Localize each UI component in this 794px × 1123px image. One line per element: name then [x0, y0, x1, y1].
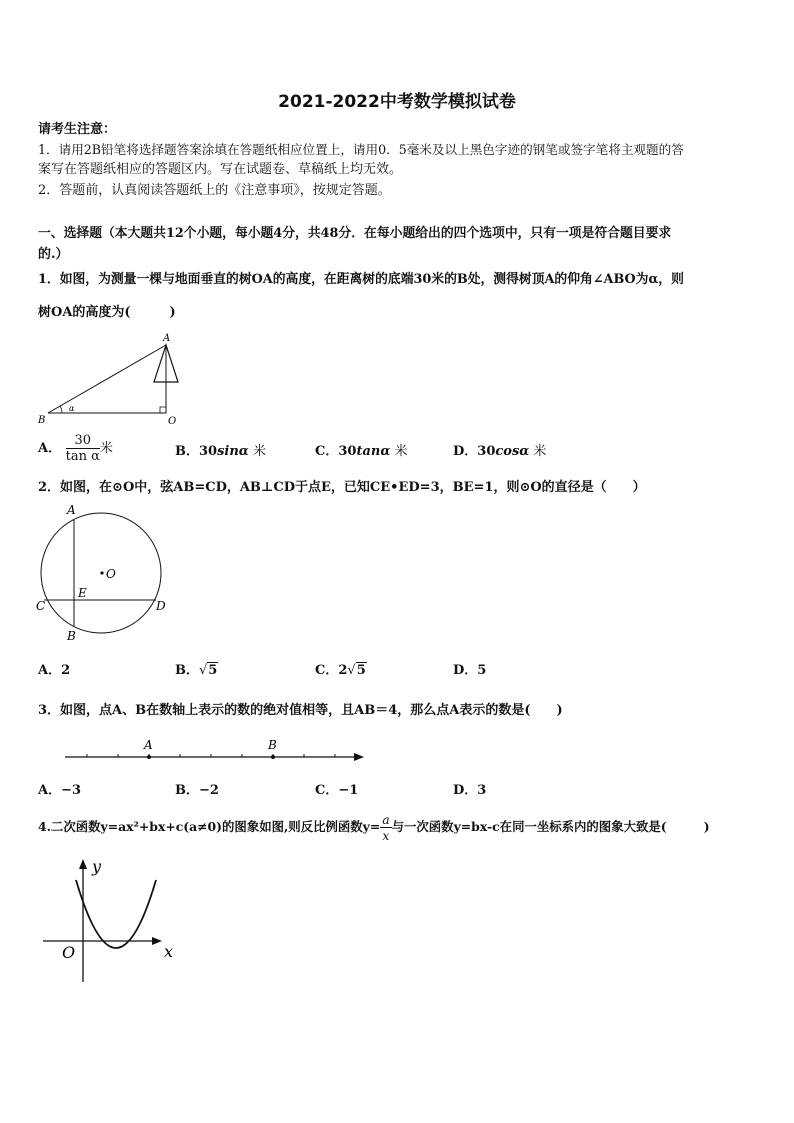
q2-option-C-label: C．2	[315, 663, 348, 678]
q3-point-B	[271, 755, 275, 759]
q1-option-A-fraction	[66, 433, 100, 464]
q1-stem-line-1: 1．如图，为测量一棵与地面垂直的树OA的高度，在距离树的底端30米的B处，测得树顶A的仰角∠ABO为α，则	[38, 272, 684, 287]
q1-option-C-fn: tanα	[356, 444, 391, 459]
page-title: 2021-2022中考数学模拟试卷	[278, 92, 516, 112]
q2-option-C	[315, 659, 367, 678]
q2-option-B-radicand: 5	[208, 663, 218, 678]
q3-label-A: A	[144, 738, 153, 752]
q4-parabola-figure	[38, 852, 188, 987]
notice-line-1b: 案写在答题纸相应的答题区内。写在试题卷、草稿纸上均无效。	[38, 162, 403, 177]
notice-heading: 请考生注意：	[38, 122, 117, 137]
q2-center-dot	[100, 571, 103, 574]
q4-fraction	[380, 812, 391, 843]
q1-line-BA	[48, 345, 166, 413]
q2-label-O: O	[106, 567, 116, 581]
q1-option-B-unit: 米	[248, 444, 266, 459]
section-1-line-1: 一、选择题（本大题共12个小题，每小题4分，共48分．在每小题给出的四个选项中，只有一项是符合题目要求	[38, 226, 672, 241]
q2-option-D: D．5	[453, 663, 487, 678]
q2-label-E: E	[78, 586, 87, 600]
q4-fraction-numerator: a	[382, 812, 390, 827]
q2-option-A: A．2	[38, 663, 71, 678]
q1-right-angle-mark	[160, 407, 166, 413]
q4-stem	[38, 808, 710, 846]
q2-option-C-radicand: 5	[356, 663, 366, 678]
q1-option-D	[453, 440, 546, 459]
q4-label-O: O	[62, 943, 76, 962]
q1-label-O: O	[168, 416, 177, 427]
q4-label-y: y	[92, 857, 102, 876]
q1-option-D-fn: cosα	[495, 444, 530, 459]
q4-stem-part-a: 4.二次函数y=ax²+bx+c(a≠0)的图象如图,则反比例函数y=	[38, 819, 381, 834]
arrow-up-icon	[79, 859, 87, 869]
q2-option-B	[175, 659, 218, 678]
q4-label-x: x	[164, 942, 174, 961]
sqrt-icon: √	[199, 663, 208, 678]
q3-number-line-figure	[60, 735, 370, 770]
q1-option-B	[175, 440, 266, 459]
q1-option-C-unit: 米	[390, 444, 408, 459]
arrow-right-icon	[152, 937, 162, 945]
q1-option-C-label: C．30	[315, 444, 357, 459]
q3-option-B: B．−2	[175, 783, 219, 798]
q2-circle-figure	[34, 500, 174, 645]
q3-option-A: A．−3	[38, 783, 82, 798]
q2-label-B: B	[67, 629, 76, 643]
q2-label-C: C	[36, 599, 46, 613]
notice-line-1a: 1．请用2B铅笔将选择题答案涂填在答题纸相应位置上，请用0．5毫米及以上黑色字迹的钢笔或签字笔将主观题的答	[38, 142, 684, 157]
q1-option-A-numerator: 30	[66, 433, 100, 449]
q4-fraction-denominator: x	[382, 828, 390, 843]
q2-label-D: D	[156, 599, 166, 613]
q1-option-B-label: B．30	[175, 444, 218, 459]
q1-label-B: B	[38, 415, 46, 426]
q1-option-D-label: D．30	[453, 444, 496, 459]
notice-line-2: 2．答题前，认真阅读答题纸上的《注意事项》，按规定答题。	[38, 183, 391, 198]
q3-option-C: C．−1	[315, 783, 359, 798]
q1-stem-line-2: 树OA的高度为( )	[38, 305, 176, 320]
q1-option-A	[38, 430, 113, 468]
q4-stem-part-b: 与一次函数y=bx-c在同一坐标系内的图象大致是( )	[391, 819, 710, 834]
q1-label-A: A	[163, 333, 171, 344]
arrow-right-icon	[354, 753, 364, 761]
q1-option-C	[315, 440, 407, 459]
q3-option-D: D．3	[453, 783, 487, 798]
q4-parabola-curve	[76, 880, 156, 948]
q3-label-B: B	[268, 738, 277, 752]
q1-option-B-fn: sinα	[217, 444, 249, 459]
q1-triangle-figure	[36, 330, 186, 430]
q1-option-A-unit: 米	[99, 441, 113, 456]
sqrt-icon: √	[347, 663, 356, 678]
q1-option-A-label: A．	[38, 441, 62, 456]
q2-label-A: A	[67, 503, 76, 517]
q1-angle-arc	[60, 406, 62, 413]
q1-option-A-denominator: tan α	[65, 449, 100, 464]
q2-option-B-label: B．	[175, 663, 199, 678]
q2-stem: 2．如图，在⊙O中，弦AB=CD，AB⊥CD于点E，已知CE•ED=3，BE=1，则⊙O的直径是（ ）	[38, 480, 646, 495]
section-1-line-2: 的.）	[38, 247, 69, 262]
q1-label-alpha: α	[69, 404, 75, 413]
q3-stem: 3．如图，点A、B在数轴上表示的数的绝对值相等，且AB＝4，那么点A表示的数是( )	[38, 703, 563, 718]
q3-point-A	[147, 755, 151, 759]
q1-option-D-unit: 米	[529, 444, 547, 459]
